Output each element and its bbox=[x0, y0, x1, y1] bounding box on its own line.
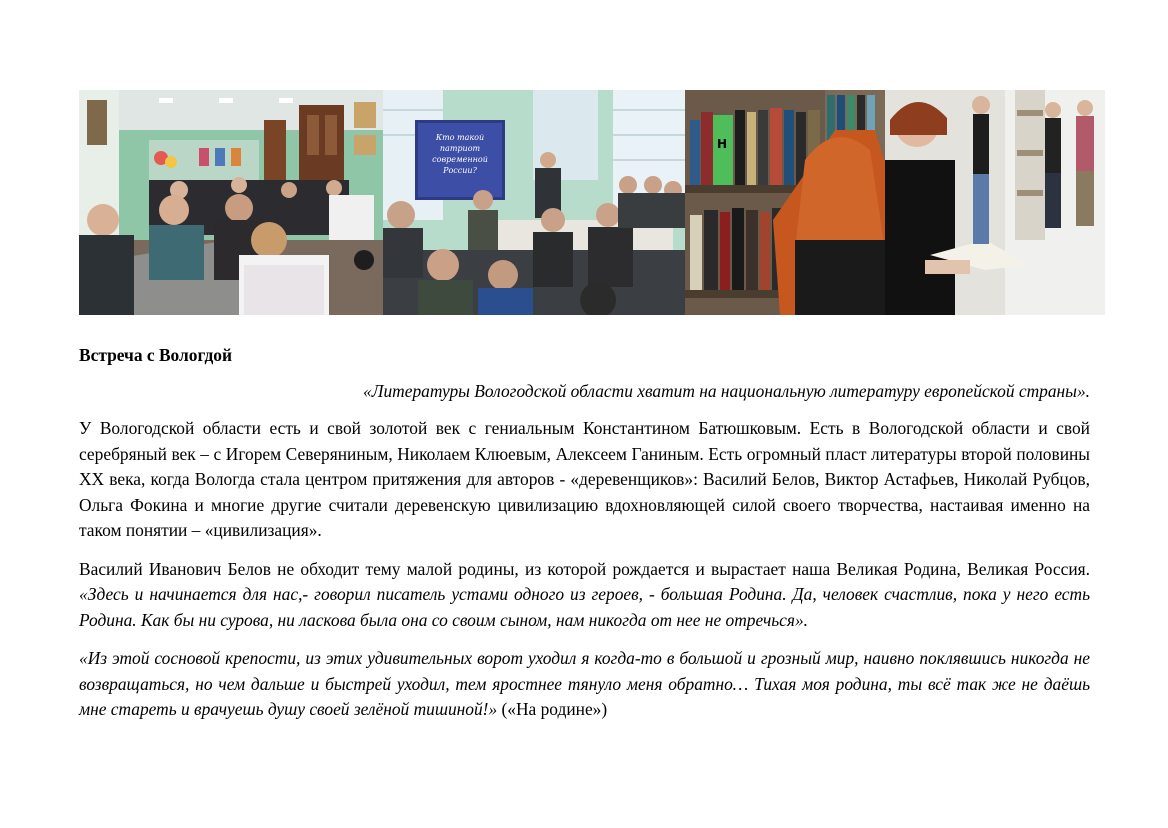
slide-line-2: патриот bbox=[439, 144, 481, 153]
paragraph-3-quote: «Из этой сосновой крепости, из этих удивительных ворот уходил я когда-то в большой и грозный мир, наивно поклявшись никогда не возвращаться, но чем дальше и быстрей уходил, тем яростнее тянуло меня обратно… Тихая моя родина, ты всё так же не даёшь мне стареть и врачуешь душу своей зелёной тишиной!» bbox=[79, 648, 1090, 719]
paragraph-3-source: («На родине») bbox=[497, 699, 608, 719]
paragraph-2-quote: «Здесь и начинается для нас,- говорил писатель устами одного из героев, - большая Родина. Да, человек счастлив, пока у него есть Родина. Как бы ни сурова, ни ласкова была она со своим сыном, нам никогда от нее не отречься». bbox=[79, 584, 1090, 630]
slide-line-1: Кто такой bbox=[435, 133, 485, 142]
photo-collage bbox=[79, 90, 1105, 315]
photo-classroom-presentation bbox=[383, 90, 685, 315]
photo-library-hall bbox=[79, 90, 383, 315]
article-heading: Встреча с Вологдой bbox=[79, 345, 233, 365]
article-epigraph: «Литературы Вологодской области хватит на национальную литературу европейской страны». bbox=[363, 380, 1090, 401]
paragraph-1: У Вологодской области есть и свой золотой век с гениальным Константином Батюшковым. Есть в Вологодской области и свой серебряный век – с Игорем Северяниным, Николаем Клюевым, Алексеем Ганиным. Есть огромный пласт литературы второй половины XX века, когда Вологда стала центром притяжения для авторов - «деревенщиков»: Василий Белов, Виктор Астафьев, Николай Рубцов, Ольга Фокина и многие другие считали деревенскую цивилизацию вдохновляющей силой своего творчества, настаивая именно на таком понятии – «цивилизация». bbox=[79, 418, 1090, 540]
slide-line-4: России? bbox=[443, 166, 477, 175]
book-spine-letter: Н bbox=[716, 137, 728, 151]
slide-line-3: современной bbox=[432, 155, 488, 164]
article bbox=[79, 343, 1090, 736]
paragraph-3 bbox=[79, 646, 1090, 723]
paragraph-2-plain: Василий Иванович Белов не обходит тему малой родины, из которой рождается и вырастает наша Великая Родина, Великая Россия. bbox=[79, 558, 1090, 579]
photo-bookshelves-reading bbox=[685, 90, 1105, 315]
paragraph-2 bbox=[79, 557, 1090, 634]
